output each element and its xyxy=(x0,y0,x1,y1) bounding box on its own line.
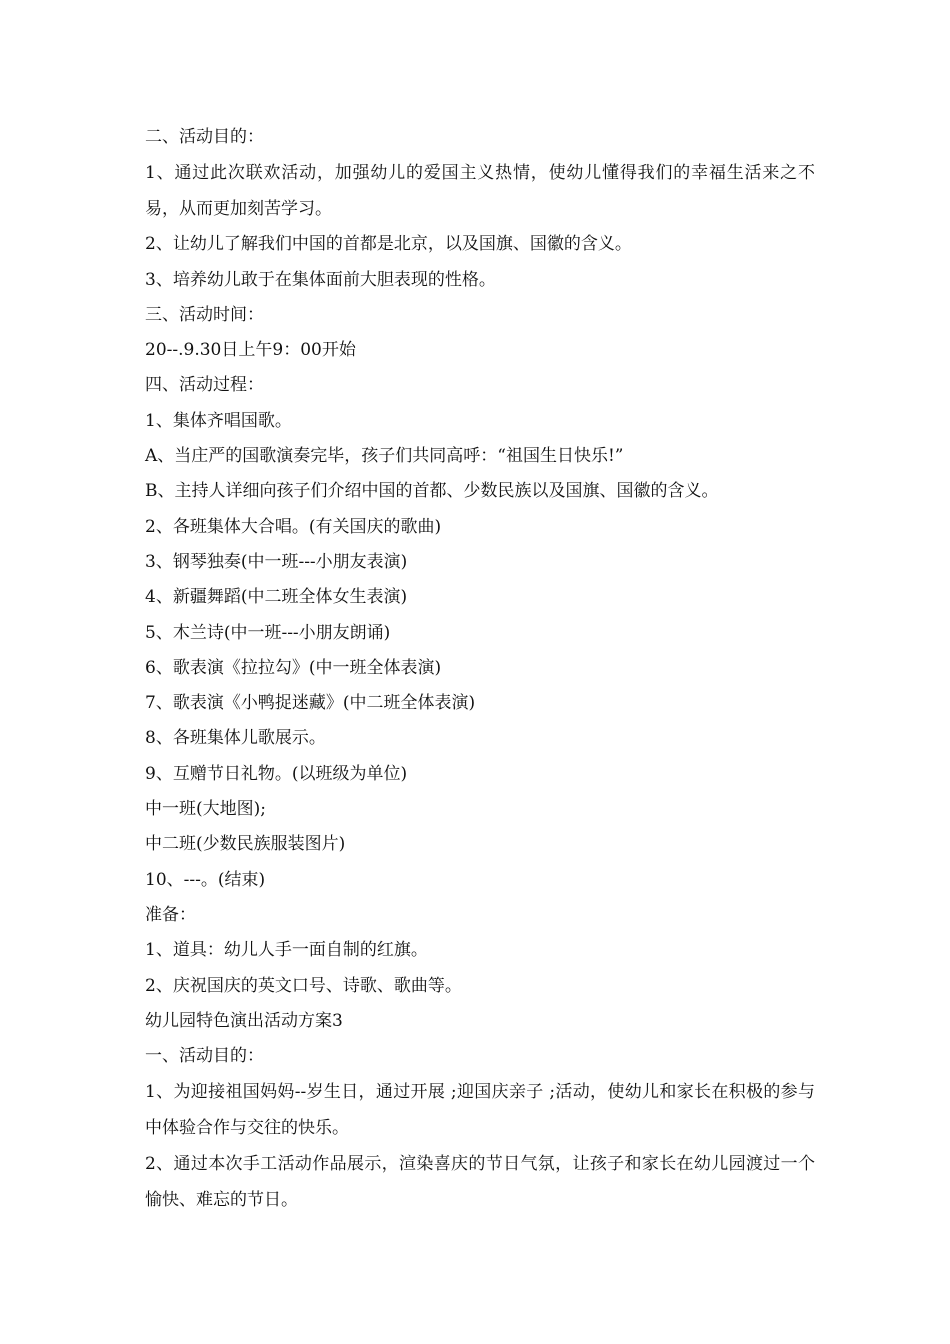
paragraph-plan-3-goal-2: 2、通过本次手工活动作品展示，渲染喜庆的节日气氛，让孩子和家长在幼儿园渡过一个愉快、难忘的节日。 xyxy=(145,1154,815,1211)
document-title-plan-3: 幼儿园特色演出活动方案3 xyxy=(145,1010,343,1031)
section-heading-goals-plan-3: 一、活动目的： xyxy=(145,1046,264,1067)
list-item: 1、道具：幼儿人手一面自制的红旗。 xyxy=(145,940,428,961)
list-item: 3、钢琴独奏(中一班---小朋友表演) xyxy=(145,551,408,572)
document-body xyxy=(145,120,815,1218)
paragraph-goal-2: 2、让幼儿了解我们中国的首都是北京，以及国旗、国徽的含义。 xyxy=(145,234,632,255)
list-item: A、当庄严的国歌演奏完毕，孩子们共同高呼：“祖国生日快乐!” xyxy=(145,446,624,467)
list-item: 5、木兰诗(中一班---小朋友朗诵) xyxy=(145,622,391,643)
list-item: 4、新疆舞蹈(中二班全体女生表演) xyxy=(145,587,408,608)
section-heading-goals: 二、活动目的： xyxy=(145,127,264,147)
list-item: B、主持人详细向孩子们介绍中国的首都、少数民族以及国旗、国徽的含义。 xyxy=(145,481,719,502)
paragraph-plan-3-goal-1: 1、为迎接祖国妈妈--岁生日，通过开展 ;迎国庆亲子 ;活动，使幼儿和家长在积极的参与中体验合作与交往的快乐。 xyxy=(145,1082,815,1139)
section-heading-preparation: 准备： xyxy=(145,904,196,925)
list-item: 8、各班集体儿歌展示。 xyxy=(145,728,326,749)
list-item: 10、---。(结束) xyxy=(145,869,266,890)
list-item: 1、集体齐唱国歌。 xyxy=(145,410,292,431)
list-item: 9、互赠节日礼物。(以班级为单位) xyxy=(145,763,408,784)
section-heading-process: 四、活动过程： xyxy=(145,375,264,396)
paragraph-time: 20--.9.30日上午9：00开始 xyxy=(145,340,356,361)
section-heading-time: 三、活动时间： xyxy=(145,304,264,325)
list-item: 中一班(大地图); xyxy=(145,799,266,820)
list-item: 中二班(少数民族服装图片) xyxy=(145,834,346,855)
list-item: 2、庆祝国庆的英文口号、诗歌、歌曲等。 xyxy=(145,975,462,996)
paragraph-goal-3: 3、培养幼儿敢于在集体面前大胆表现的性格。 xyxy=(145,269,496,290)
list-item: 7、歌表演《小鸭捉迷藏》(中二班全体表演) xyxy=(145,693,476,714)
list-item: 6、歌表演《拉拉勾》(中一班全体表演) xyxy=(145,657,442,678)
list-item: 2、各班集体大合唱。(有关国庆的歌曲) xyxy=(145,516,442,537)
paragraph-goal-1: 1、通过此次联欢活动，加强幼儿的爱国主义热情，使幼儿懂得我们的幸福生活来之不易，从而更加刻苦学习。 xyxy=(145,163,815,220)
